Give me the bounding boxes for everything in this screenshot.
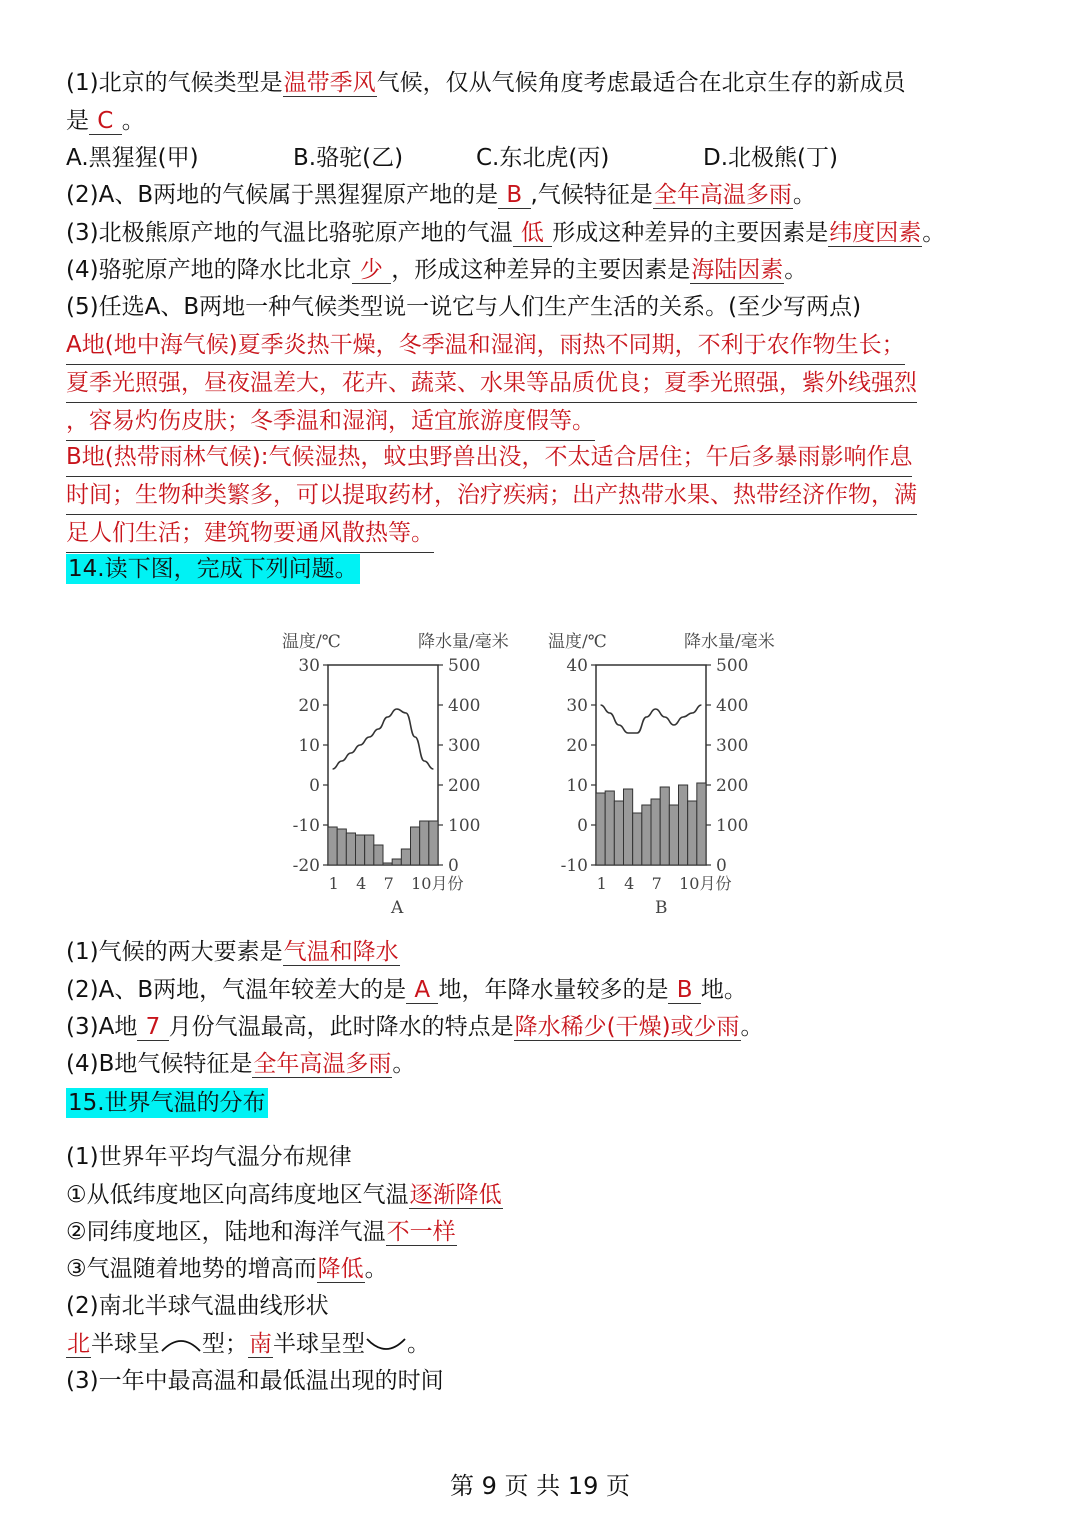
- precip-tick-label: 500: [716, 656, 749, 676]
- precip-tick-label: 300: [448, 736, 481, 756]
- q13-part1-line1: [66, 68, 1020, 98]
- chart-caption-a: A: [391, 898, 404, 918]
- chart-a: [282, 632, 509, 918]
- answer: 降水稀少(干燥)或少雨: [514, 1014, 740, 1040]
- q15-curve-shapes: [66, 1329, 1020, 1359]
- q13-part5: [66, 292, 1020, 322]
- precip-bar: [642, 805, 651, 865]
- precip-bar: [596, 793, 605, 865]
- valley-curve-icon: [365, 1333, 407, 1357]
- precip-bar: [337, 829, 346, 865]
- temp-tick-label: -10: [292, 816, 320, 836]
- answer: 全年高温多雨: [253, 1051, 392, 1077]
- text: (5)任选A、B两地一种气候类型说一说它与人们生产生活的关系。(至少写两点): [66, 294, 862, 320]
- temp-tick-label: 10: [298, 736, 320, 756]
- temp-tick-label: -20: [292, 856, 320, 876]
- text: 。: [407, 1331, 430, 1357]
- month-tick-label: 4: [356, 874, 367, 893]
- text: 。: [922, 220, 946, 246]
- text: ,气候特征是: [530, 182, 653, 208]
- answer: 气温和降水: [283, 939, 399, 965]
- axis-label-temp: 温度/℃: [282, 632, 341, 652]
- month-tick-label: 10月份: [679, 874, 732, 893]
- ticks-a: [293, 656, 481, 893]
- precip-bar: [651, 799, 660, 865]
- option-d: D.北极熊(丁): [703, 145, 838, 171]
- precip-bar: [392, 859, 401, 865]
- answer-line: B地(热带雨林气候):气候湿热，蚊虫野兽出没，不太适合居住；午后多暴雨影响作息: [66, 439, 912, 477]
- text: (3)A地: [66, 1014, 138, 1040]
- q15-rule1: [66, 1180, 1020, 1210]
- axis-label-precip: 降水量/毫米: [684, 632, 775, 652]
- temp-tick-label: 30: [566, 696, 588, 716]
- temp-line-b: [601, 705, 702, 733]
- precip-bar: [401, 849, 410, 865]
- answer: B: [669, 977, 700, 1003]
- precip-bar: [679, 785, 688, 865]
- text: (4)骆驼原产地的降水比北京: [66, 257, 352, 283]
- axis-label-precip: 降水量/毫米: [418, 632, 509, 652]
- text: ，形成这种差异的主要因素是: [391, 257, 691, 283]
- q13-part3: [66, 218, 1020, 248]
- text: (4)B地气候特征是: [66, 1051, 253, 1077]
- temp-tick-label: 40: [566, 656, 588, 676]
- q15-section2: [66, 1291, 1020, 1321]
- precip-tick-label: 400: [448, 696, 481, 716]
- temp-tick-label: 30: [298, 656, 320, 676]
- precip-bar: [697, 783, 706, 865]
- precip-bar: [688, 801, 697, 865]
- q13-part2: [66, 180, 1020, 210]
- precip-bar: [328, 827, 337, 865]
- climate-charts: [268, 605, 808, 935]
- precip-bar: [669, 805, 678, 865]
- answer: 全年高温多雨: [653, 182, 792, 208]
- temp-tick-label: 10: [566, 776, 588, 796]
- month-tick-label: 7: [651, 874, 662, 893]
- text: (1)北京的气候类型是: [66, 70, 283, 96]
- answer: B: [499, 182, 530, 208]
- text: 地，年降水量较多的是: [438, 977, 669, 1003]
- precip-bar: [346, 833, 355, 865]
- text: 气候，仅从气候角度考虑最适合在北京生存的新成员: [376, 70, 906, 96]
- option-b: B.骆驼(乙): [293, 145, 404, 171]
- q14-title-line: [66, 554, 1020, 584]
- arch-curve-icon: [160, 1333, 202, 1357]
- text: ①从低纬度地区向高纬度地区气温: [66, 1182, 409, 1208]
- answer: C: [90, 108, 121, 134]
- text: 半球呈: [91, 1331, 160, 1357]
- q15-section1: [66, 1142, 1020, 1172]
- q13-part1-line2: [66, 106, 1020, 136]
- precip-tick-label: 0: [716, 856, 727, 876]
- temp-tick-label: 0: [577, 816, 588, 836]
- q15-rule3: [66, 1254, 1020, 1284]
- q15-section3: [66, 1366, 1020, 1396]
- precip-tick-label: 200: [448, 776, 481, 796]
- temp-tick-label: -10: [560, 856, 588, 876]
- text: (3)一年中最高温和最低温出现的时间: [66, 1368, 444, 1394]
- precip-bar: [614, 801, 623, 865]
- text: ②同纬度地区，陆地和海洋气温: [66, 1219, 386, 1245]
- precip-bars-b: [596, 783, 706, 865]
- answer: 南: [249, 1331, 272, 1357]
- answer: 温带季风: [283, 70, 376, 96]
- text: 。: [392, 1051, 416, 1077]
- text: (2)A、B两地的气候属于黑猩猩原产地的是: [66, 182, 499, 208]
- temp-tick-label: 20: [566, 736, 588, 756]
- text: 地。: [700, 977, 747, 1003]
- chart-b: [548, 632, 775, 918]
- text: 半球呈型: [273, 1331, 365, 1357]
- chart-caption-b: B: [655, 898, 668, 918]
- precip-bar: [633, 813, 642, 865]
- precip-bar: [429, 821, 438, 865]
- text: (2)A、B两地，气温年较差大的是: [66, 977, 407, 1003]
- precip-tick-label: 0: [448, 856, 459, 876]
- q14-part3: [66, 1012, 1020, 1042]
- answer: 不一样: [386, 1219, 456, 1245]
- precip-tick-label: 300: [716, 736, 749, 756]
- answer: 少: [352, 257, 391, 283]
- text: 。: [740, 1014, 764, 1040]
- text: 。: [784, 257, 808, 283]
- month-tick-label: 7: [383, 874, 394, 893]
- page-footer: 第 9 页 共 19 页: [450, 1472, 630, 1500]
- text: 形成这种差异的主要因素是: [552, 220, 829, 246]
- temp-tick-label: 20: [298, 696, 320, 716]
- q14-title: 14.读下图，完成下列问题。: [68, 556, 358, 582]
- q14-part1: [66, 937, 1020, 967]
- precip-tick-label: 100: [448, 816, 481, 836]
- text: 是: [66, 108, 89, 134]
- answer: 7: [138, 1014, 168, 1040]
- precip-bar: [660, 787, 669, 865]
- precip-bar: [420, 821, 429, 865]
- precip-tick-label: 200: [716, 776, 749, 796]
- text: (1)气候的两大要素是: [66, 939, 283, 965]
- text: 。: [121, 108, 145, 134]
- precip-tick-label: 500: [448, 656, 481, 676]
- answer: 降低: [317, 1256, 364, 1282]
- q14-part2: [66, 975, 1020, 1005]
- q15-title: 15.世界气温的分布: [68, 1090, 266, 1116]
- precip-bar: [365, 835, 374, 865]
- option-a: A.黑猩猩(甲): [66, 145, 199, 171]
- precip-bar: [605, 791, 614, 865]
- answer-line: 时间；生物种类繁多，可以提取药材，治疗疾病；出产热带水果、热带经济作物，满: [66, 477, 917, 515]
- month-tick-label: 4: [624, 874, 635, 893]
- answer: 纬度因素: [829, 220, 922, 246]
- q13-answer-b: [66, 439, 1016, 553]
- temp-line-a: [333, 709, 434, 769]
- answer: 北: [67, 1331, 90, 1357]
- text: (2)南北半球气温曲线形状: [66, 1293, 329, 1319]
- text: 。: [364, 1256, 388, 1282]
- answer-line: 足人们生活；建筑物要通风散热等。: [66, 515, 434, 553]
- month-tick-label: 1: [328, 874, 339, 893]
- answer: 海陆因素: [691, 257, 784, 283]
- precip-tick-label: 400: [716, 696, 749, 716]
- month-tick-label: 1: [596, 874, 607, 893]
- text: 。: [792, 182, 816, 208]
- answer: 逐渐降低: [409, 1182, 502, 1208]
- axis-label-temp: 温度/℃: [548, 632, 607, 652]
- option-c: C.东北虎(丙): [476, 145, 610, 171]
- precip-tick-label: 100: [716, 816, 749, 836]
- q15-title-line: [66, 1088, 1020, 1118]
- answer: A: [407, 977, 438, 1003]
- q15-rule2: [66, 1217, 1020, 1247]
- q14-part4: [66, 1049, 1020, 1079]
- precip-bar: [374, 845, 383, 865]
- precip-bar: [624, 789, 633, 865]
- precip-bar: [411, 827, 420, 865]
- answer-line: ，容易灼伤皮肤；冬季温和湿润，适宜旅游度假等。: [66, 403, 595, 441]
- q13-answer-a: [66, 327, 1016, 441]
- answer-line: A地(地中海气候)夏季炎热干燥，冬季温和湿润，雨热不同期，不利于农作物生长；: [66, 327, 905, 365]
- text: (3)北极熊原产地的气温比骆驼原产地的气温: [66, 220, 513, 246]
- q13-part4: [66, 255, 1020, 285]
- precip-bars-a: [328, 821, 438, 865]
- answer-line: 夏季光照强，昼夜温差大，花卉、蔬菜、水果等品质优良；夏季光照强，紫外线强烈: [66, 365, 917, 403]
- answer: 低: [513, 220, 552, 246]
- text: 型；: [202, 1331, 248, 1357]
- precip-bar: [383, 863, 392, 865]
- precip-bar: [356, 835, 365, 865]
- month-tick-label: 10月份: [411, 874, 464, 893]
- text: (1)世界年平均气温分布规律: [66, 1144, 352, 1170]
- text: ③气温随着地势的增高而: [66, 1256, 317, 1282]
- temp-tick-label: 0: [309, 776, 320, 796]
- text: 月份气温最高，此时降水的特点是: [168, 1014, 514, 1040]
